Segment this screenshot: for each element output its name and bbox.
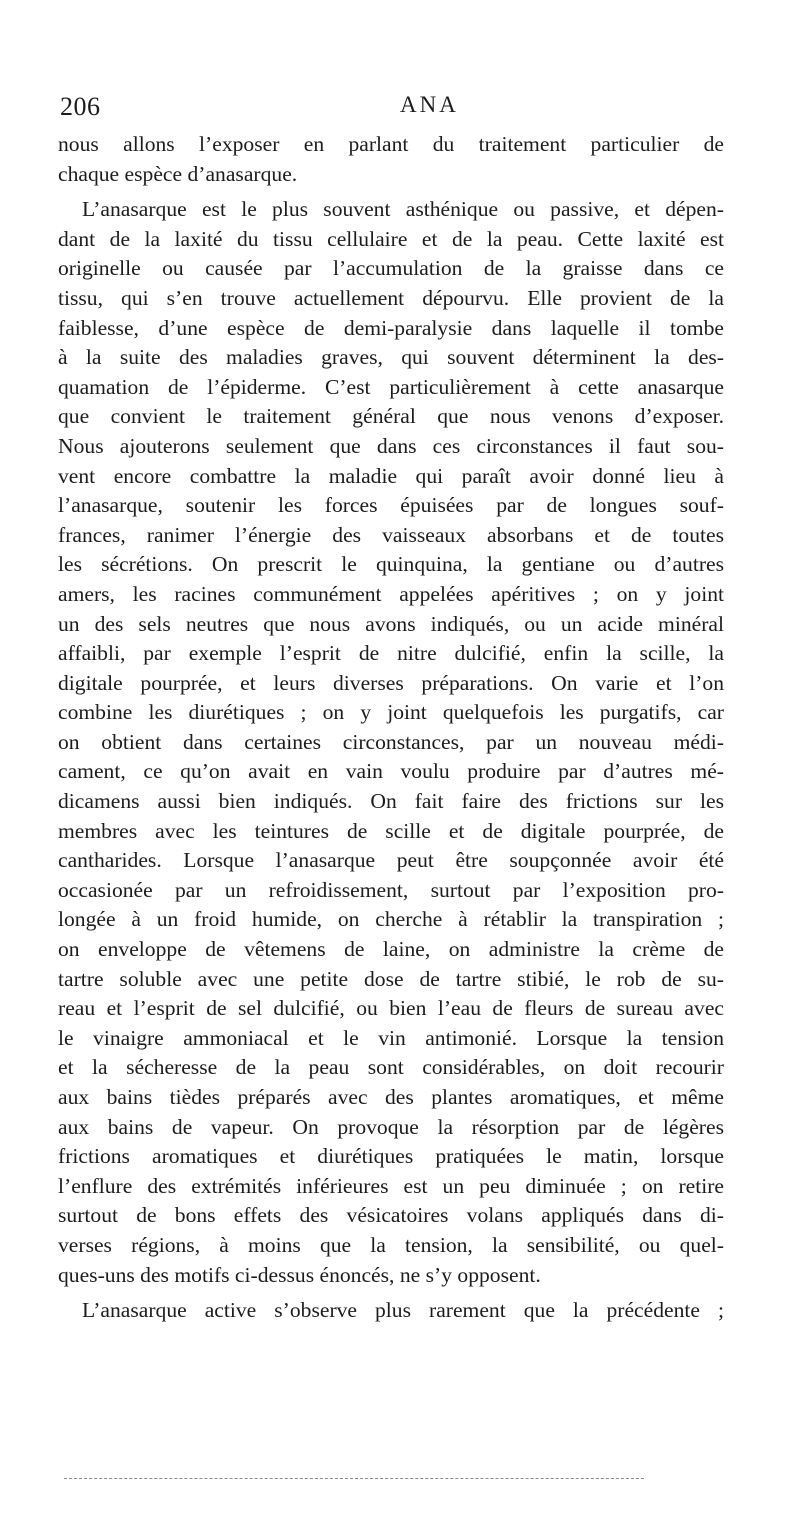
text-line: le vinaigre ammoniacal et le vin antimonié. Lorsque la tension	[58, 1025, 724, 1050]
paragraph-start-line: L’anasarque active s’observe plus rarement que la précédente ;	[82, 1298, 724, 1323]
text-line: l’anasarque, soutenir les forces épuisées par de longues souf-	[58, 493, 724, 518]
text-line: verses régions, à moins que la tension, la sensibilité, ou quel-	[58, 1232, 724, 1257]
text-line: membres avec les teintures de scille et de digitale pourprée, de	[58, 818, 724, 843]
text-line: l’enflure des extrémités inférieures est un peu diminuée ; on retire	[58, 1173, 724, 1198]
paragraph-start-line: L’anasarque est le plus souvent asthénique ou passive, et dépen-	[82, 197, 724, 222]
text-line: originelle ou causée par l’accumulation de la graisse dans ce	[58, 256, 724, 281]
text-line: chaque espèce d’anasarque.	[58, 161, 298, 186]
text-line: surtout de bons effets des vésicatoires volans appliqués dans di-	[58, 1203, 724, 1228]
text-line: aux bains tièdes préparés avec des plantes aromatiques, et même	[58, 1085, 724, 1109]
text-line: affaibli, par exemple l’esprit de nitre dulcifié, enfin la scille, la	[58, 641, 724, 666]
text-line: à la suite des maladies graves, qui souvent déterminent la des-	[58, 345, 724, 370]
text-line: occasionée par un refroidissement, surtout par l’exposition pro-	[58, 877, 724, 902]
text-line: cantharides. Lorsque l’anasarque peut être soupçonnée avoir été	[58, 848, 724, 873]
text-line: tartre soluble avec une petite dose de tartre stibié, le rob de su-	[58, 966, 724, 991]
text-line: vent encore combattre la maladie qui paraît avoir donné lieu à	[58, 463, 724, 488]
text-line: dicamens aussi bien indiqués. On fait faire des frictions sur les	[58, 789, 724, 814]
page-number: 206	[60, 92, 101, 121]
text-line: faiblesse, d’une espèce de demi-paralysie dans laquelle il tombe	[58, 315, 724, 340]
text-line: dant de la laxité du tissu cellulaire et de la peau. Cette laxité est	[58, 226, 724, 251]
text-line: tissu, qui s’en trouve actuellement dépourvu. Elle provient de la	[58, 285, 724, 310]
text-line: reau et l’esprit de sel dulcifié, ou bien l’eau de fleurs de sureau avec	[58, 996, 724, 1021]
text-line: on enveloppe de vêtemens de laine, on administre la crème de	[58, 937, 724, 962]
text-line: ques-uns des motifs ci-dessus énoncés, ne s’y opposent.	[58, 1262, 541, 1287]
text-line: combine les diurétiques ; on y joint quelquefois les purgatifs, car	[58, 700, 724, 725]
text-line: aux bains de vapeur. On provoque la résorption par de légères	[58, 1114, 724, 1139]
text-line: frictions aromatiques et diurétiques pratiquées le matin, lorsque	[58, 1144, 724, 1169]
text-line: digitale pourprée, et leurs diverses préparations. On varie et l’on	[58, 670, 724, 695]
text-line: que convient le traitement général que nous venons d’exposer.	[58, 404, 724, 429]
footer-rule	[64, 1478, 644, 1479]
running-head: ANA	[400, 92, 459, 117]
body-text	[58, 130, 724, 1326]
text-line: on obtient dans certaines circonstances, par un nouveau médi-	[58, 729, 724, 754]
text-line: amers, les racines communément appelées apéritives ; on y joint	[58, 581, 724, 606]
text-line: frances, ranimer l’énergie des vaisseaux absorbans et de toutes	[58, 522, 724, 547]
text-line: quamation de l’épiderme. C’est particulièrement à cette anasarque	[58, 374, 724, 399]
text-line: Nous ajouterons seulement que dans ces circonstances il faut sou-	[58, 433, 724, 458]
text-line: nous allons l’exposer en parlant du traitement particulier de	[58, 132, 724, 156]
text-line: et la sécheresse de la peau sont considérables, on doit recourir	[58, 1055, 724, 1080]
text-line: les sécrétions. On prescrit le quinquina, la gentiane ou d’autres	[58, 552, 724, 577]
text-line: longée à un froid humide, on cherche à rétablir la transpiration ;	[58, 907, 724, 932]
text-line: un des sels neutres que nous avons indiqués, ou un acide minéral	[58, 611, 724, 636]
page-header	[60, 92, 750, 132]
text-line: cament, ce qu’on avait en vain voulu produire par d’autres mé-	[58, 759, 724, 784]
